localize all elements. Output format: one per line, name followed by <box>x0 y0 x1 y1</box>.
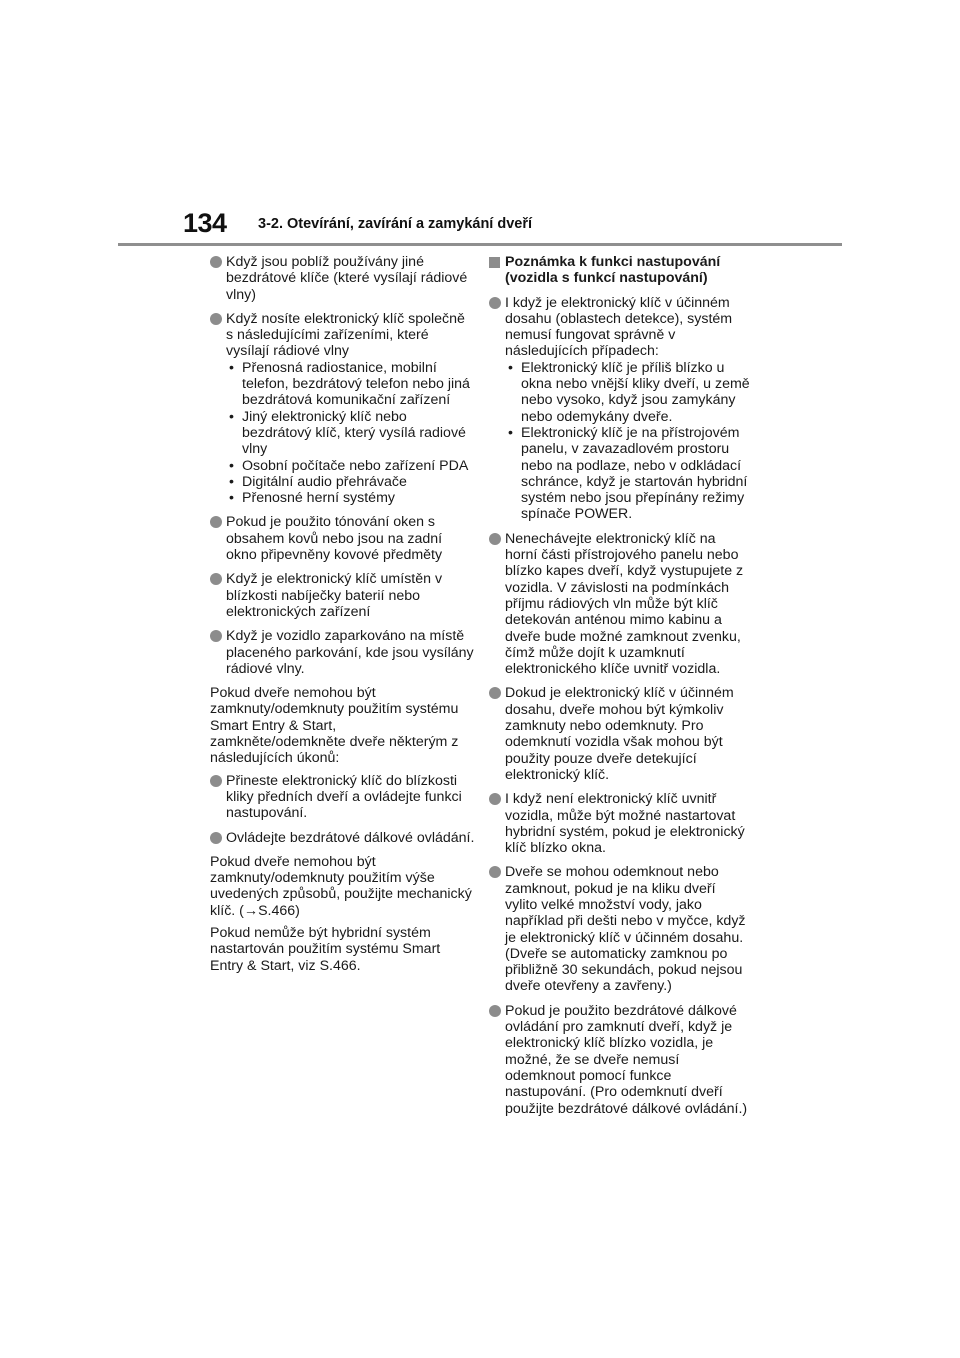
list-item-text: Když je vozidlo zaparkováno na místě placeného parkování, kde jsou vysílány rádiové vlny. <box>226 628 474 677</box>
bullet-dot-icon <box>489 687 501 699</box>
list-item <box>210 773 475 822</box>
bullet-dot-icon <box>210 775 222 787</box>
list-item <box>210 571 475 620</box>
list-item-text: Dokud je elektronický klíč v účinném dosahu, dveře mohou být kýmkoliv zamknuty nebo odemknuty. Pro odemknutí vozidla však mohou být použity pouze dveře detekující elektronický klíč. <box>505 685 734 783</box>
bullet-icon: • <box>229 490 234 507</box>
sub-item-text: Elektronický klíč je příliš blízko u okna nebo vnější kliky dveří, u země nebo vysoko, když jsou zamykány nebo odemykány dveře. <box>521 359 750 425</box>
sub-item <box>226 490 475 506</box>
paragraph: Pokud dveře nemohou být zamknuty/odemknuty použitím výše uvedených způsobů, použijte mechanický klíč. (→S.466) <box>210 853 472 919</box>
list-item <box>489 531 751 678</box>
list-item <box>489 791 751 856</box>
sub-item-text: Elektronický klíč je na přístrojovém panelu, v zavazadlovém prostoru nebo na podlaze, nebo v odkládací schránce, když je startován hybridní systém nebo jsou přepínány režimy spínače POWER. <box>521 424 748 523</box>
list-item-text: I když není elektronický klíč uvnitř vozidla, může být možné nastartovat hybridní systém, pokud je elektronický klíč blízko okna. <box>505 791 745 857</box>
sub-item-text: Osobní počítače nebo zařízení PDA <box>242 457 469 474</box>
left-column <box>210 254 475 980</box>
sub-item <box>505 425 751 523</box>
sub-item-text: Přenosná radiostanice, mobilní telefon, bezdrátový telefon nebo jiná bezdrátová komunikační zařízení <box>242 359 470 409</box>
bullet-dot-icon <box>489 297 501 309</box>
sub-item <box>226 360 475 409</box>
sub-item-text: Přenosné herní systémy <box>242 490 395 507</box>
list-item-text: Pokud je použito bezdrátové dálkové ovládání pro zamknutí dveří, když je elektronický klíč blízko vozidla, je možné, že se dveře nemusí odemknout pomocí funkce nastupování. (Pro odemknutí dveří použijte bezdrátové dálkové ovládání.) <box>505 1002 748 1117</box>
bullet-dot-icon <box>210 832 222 844</box>
right-column <box>489 254 751 1125</box>
sub-item-text: Jiný elektronický klíč nebo bezdrátový klíč, který vysílá radiové vlny <box>242 408 466 458</box>
bullet-icon: • <box>229 359 234 376</box>
bullet-dot-icon <box>210 516 222 528</box>
list-item <box>210 311 475 507</box>
bullet-dot-icon <box>210 313 222 325</box>
list-item-text: Když je elektronický klíč umístěn v blízkosti nabíječky baterií nebo elektronických zařízení <box>226 571 443 620</box>
list-item <box>210 514 475 563</box>
list-item <box>489 685 751 783</box>
bullet-dot-icon <box>489 533 501 545</box>
bullet-icon: • <box>229 408 234 425</box>
list-item <box>489 295 751 523</box>
bullet-dot-icon <box>210 630 222 642</box>
bullet-dot-icon <box>210 256 222 268</box>
note-heading <box>489 254 751 287</box>
sub-item-text: Digitální audio přehrávače <box>242 473 407 490</box>
bullet-dot-icon <box>489 793 501 805</box>
list-item <box>210 254 475 303</box>
list-item-text: Nenechávejte elektronický klíč na horní části přístrojového panelu nebo blízko kapes dveří, když vystupujete z vozidla. V závislosti na podmínkách příjmu rádiových vln může být klíč detekován anténou mimo kabinu a dveře bude možné zamknout zvenku, čímž může dojít k uzamknutí elektronického klíče uvnitř vozidla. <box>505 530 744 678</box>
bullet-icon: • <box>229 457 234 474</box>
bullet-dot-icon <box>489 1005 501 1017</box>
list-item-text: Když nosíte elektronický klíč společně s následujícími zařízeními, které vysílají rádiové vlny <box>226 310 465 360</box>
sub-item <box>505 360 751 425</box>
list-item-text: Pokud je použito tónování oken s obsahem kovů nebo jsou na zadní okno připevněny kovové předměty <box>226 514 443 564</box>
bullet-dot-icon <box>210 573 222 585</box>
bullet-icon: • <box>508 359 513 376</box>
list-item-text: Když jsou poblíž používány jiné bezdrátové klíče (které vysílají rádiové vlny) <box>226 254 468 303</box>
page-number: 134 <box>183 208 227 238</box>
sub-item <box>226 458 475 474</box>
heading-square-icon <box>489 257 500 268</box>
sub-item <box>226 409 475 458</box>
list-item-text: Přineste elektronický klíč do blízkosti kliky předních dveří a ovládejte funkci nastupování. <box>226 772 462 822</box>
list-item-text: Dveře se mohou odemknout nebo zamknout, pokud je na kliku dveří vylito velké množství vody, jako například při dešti nebo v myčce, když je elektronický klíč v účinném dosahu. (Dveře se automaticky zamknou po přibližně 30 sekundách, pokud nejsou dveře otevřeny a zavřeny.) <box>505 864 746 995</box>
header-divider <box>118 243 842 246</box>
list-item <box>210 628 475 677</box>
sub-item <box>226 474 475 490</box>
bullet-dot-icon <box>489 866 501 878</box>
list-item-text: I když je elektronický klíč v účinném dosahu (oblastech detekce), systém nemusí fungovat správně v následujících případech: <box>505 294 733 360</box>
bullet-icon: • <box>508 424 513 441</box>
paragraph: Pokud nemůže být hybridní systém nastartován použitím systému Smart Entry & Start, viz S.466. <box>210 924 441 974</box>
list-item <box>489 1003 751 1117</box>
note-heading-text: Poznámka k funkci nastupování (vozidla s funkcí nastupování) <box>505 254 721 287</box>
list-item <box>489 864 751 994</box>
section-title: 3-2. Otevírání, zavírání a zamykání dveří <box>258 216 533 232</box>
list-item-text: Ovládejte bezdrátové dálkové ovládání. <box>226 829 475 846</box>
list-item <box>210 830 475 846</box>
paragraph: Pokud dveře nemohou být zamknuty/odemknuty použitím systému Smart Entry & Start, zamkněte/odemkněte dveře některým z následujících úkonů: <box>210 685 459 767</box>
bullet-icon: • <box>229 473 234 490</box>
